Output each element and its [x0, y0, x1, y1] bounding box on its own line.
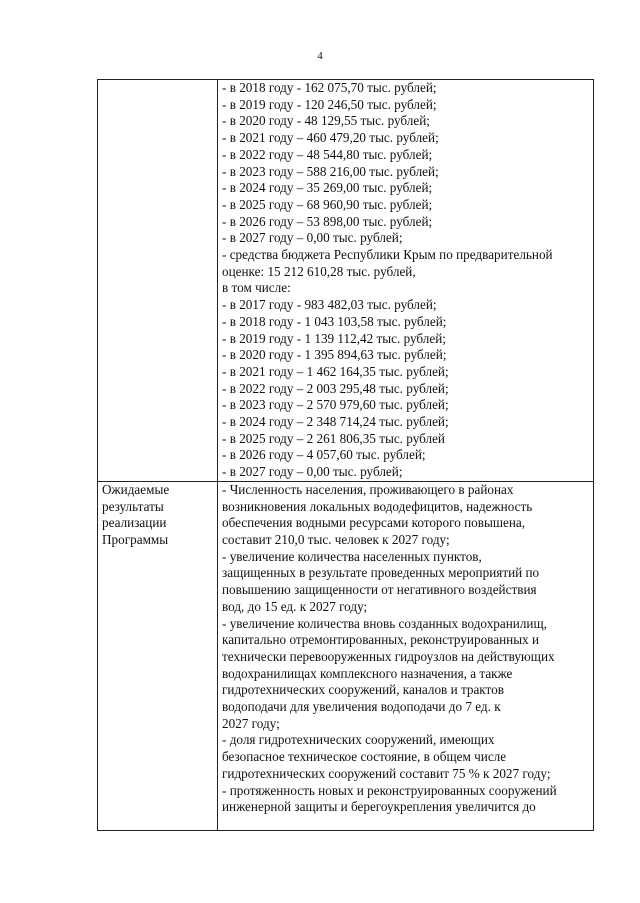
text-line: гидротехнических сооружений составит 75 % к 2027 году;: [222, 765, 551, 781]
funding-list: [222, 80, 590, 481]
text-line: водоподачи для увеличения водоподачи до 7 ед. к: [222, 699, 501, 715]
row-label-cell: [98, 481, 218, 830]
table-row-expected-results: [98, 481, 594, 830]
text-line: - в 2027 году – 0,00 тыс. рублей;: [222, 230, 403, 246]
text-line: - в 2018 году - 162 075,70 тыс. рублей;: [222, 80, 437, 95]
text-line: - в 2019 году - 1 139 112,42 тыс. рублей;: [222, 330, 446, 346]
text-line: 2027 году;: [222, 715, 280, 731]
text-line: результаты: [102, 498, 164, 514]
text-line: - средства бюджета Республики Крым по предварительной: [222, 247, 553, 263]
text-line: обеспечения водными ресурсами которого повышена,: [222, 515, 526, 531]
text-line: технически перевооруженных гидроузлов на действующих: [222, 648, 555, 664]
text-line: - увеличение количества населенных пунктов,: [222, 548, 482, 564]
text-line: - в 2022 году – 2 003 295,48 тыс. рублей;: [222, 380, 449, 396]
text-line: - Численность населения, проживающего в районах: [222, 481, 514, 497]
text-line: гидротехнических сооружений, каналов и трактов: [222, 682, 504, 698]
text-line: - в 2026 году – 53 898,00 тыс. рублей;: [222, 213, 433, 229]
text-line: - в 2024 году – 35 269,00 тыс. рублей;: [222, 180, 433, 196]
expected-results-cell: [218, 481, 594, 830]
text-line: - в 2021 году – 460 479,20 тыс. рублей;: [222, 130, 439, 146]
program-passport-table: [97, 79, 594, 831]
text-line: - в 2026 году – 4 057,60 тыс. рублей;: [222, 447, 426, 463]
expected-results-list: [222, 482, 590, 816]
text-line: капитально отремонтированных, реконструированных и: [222, 632, 540, 648]
text-line: возникновения локальных вододефицитов, надежность: [222, 498, 533, 514]
text-line: - в 2023 году – 2 570 979,60 тыс. рублей;: [222, 397, 449, 413]
text-line: - в 2020 году - 1 395 894,63 тыс. рублей;: [222, 347, 447, 363]
text-line: - в 2022 году – 48 544,80 тыс. рублей;: [222, 146, 433, 162]
text-line: - в 2021 году – 1 462 164,35 тыс. рублей;: [222, 363, 449, 379]
text-line: - в 2025 году – 68 960,90 тыс. рублей;: [222, 196, 433, 212]
text-line: - увеличение количества вновь созданных водохранилищ,: [222, 615, 547, 631]
text-line: - в 2018 году - 1 043 103,58 тыс. рублей;: [222, 313, 447, 329]
text-line: оценке: 15 212 610,28 тыс. рублей,: [222, 263, 416, 279]
table-row-funding: [98, 80, 594, 482]
text-line: вод, до 15 ед. к 2027 году;: [222, 598, 368, 614]
text-line: - протяженность новых и реконструированных сооружений: [222, 782, 557, 798]
text-line: - в 2023 году – 588 216,00 тыс. рублей;: [222, 163, 439, 179]
text-line: - в 2017 году - 983 482,03 тыс. рублей;: [222, 297, 437, 313]
text-line: Программы: [102, 531, 169, 547]
text-line: повышению защищенности от негативного воздействия: [222, 582, 537, 598]
text-line: - в 2024 году – 2 348 714,24 тыс. рублей;: [222, 414, 449, 430]
funding-values-cell: [218, 80, 594, 482]
text-line: водохранилищах комплексного назначения, а также: [222, 665, 513, 681]
text-line: Ожидаемые: [102, 481, 170, 497]
text-line: - в 2019 году - 120 246,50 тыс. рублей;: [222, 96, 437, 112]
text-line: - в 2025 году – 2 261 806,35 тыс. рублей: [222, 430, 445, 446]
text-line: - в 2027 году – 0,00 тыс. рублей;: [222, 464, 403, 480]
text-line: составит 210,0 тыс. человек к 2027 году;: [222, 531, 450, 547]
text-line: инженерной защиты и берегоукрепления увеличится до: [222, 799, 536, 815]
expected-results-label: [102, 482, 214, 549]
text-line: реализации: [102, 515, 167, 531]
text-line: - в 2020 году - 48 129,55 тыс. рублей;: [222, 113, 430, 129]
page-number: 4: [317, 50, 323, 62]
text-line: безопасное техническое состояние, в общем числе: [222, 749, 507, 765]
text-line: защищенных в результате проведенных мероприятий по: [222, 565, 540, 581]
text-line: в том числе:: [222, 280, 291, 296]
row-label-cell: [98, 80, 218, 482]
text-line: - доля гидротехнических сооружений, имеющих: [222, 732, 495, 748]
